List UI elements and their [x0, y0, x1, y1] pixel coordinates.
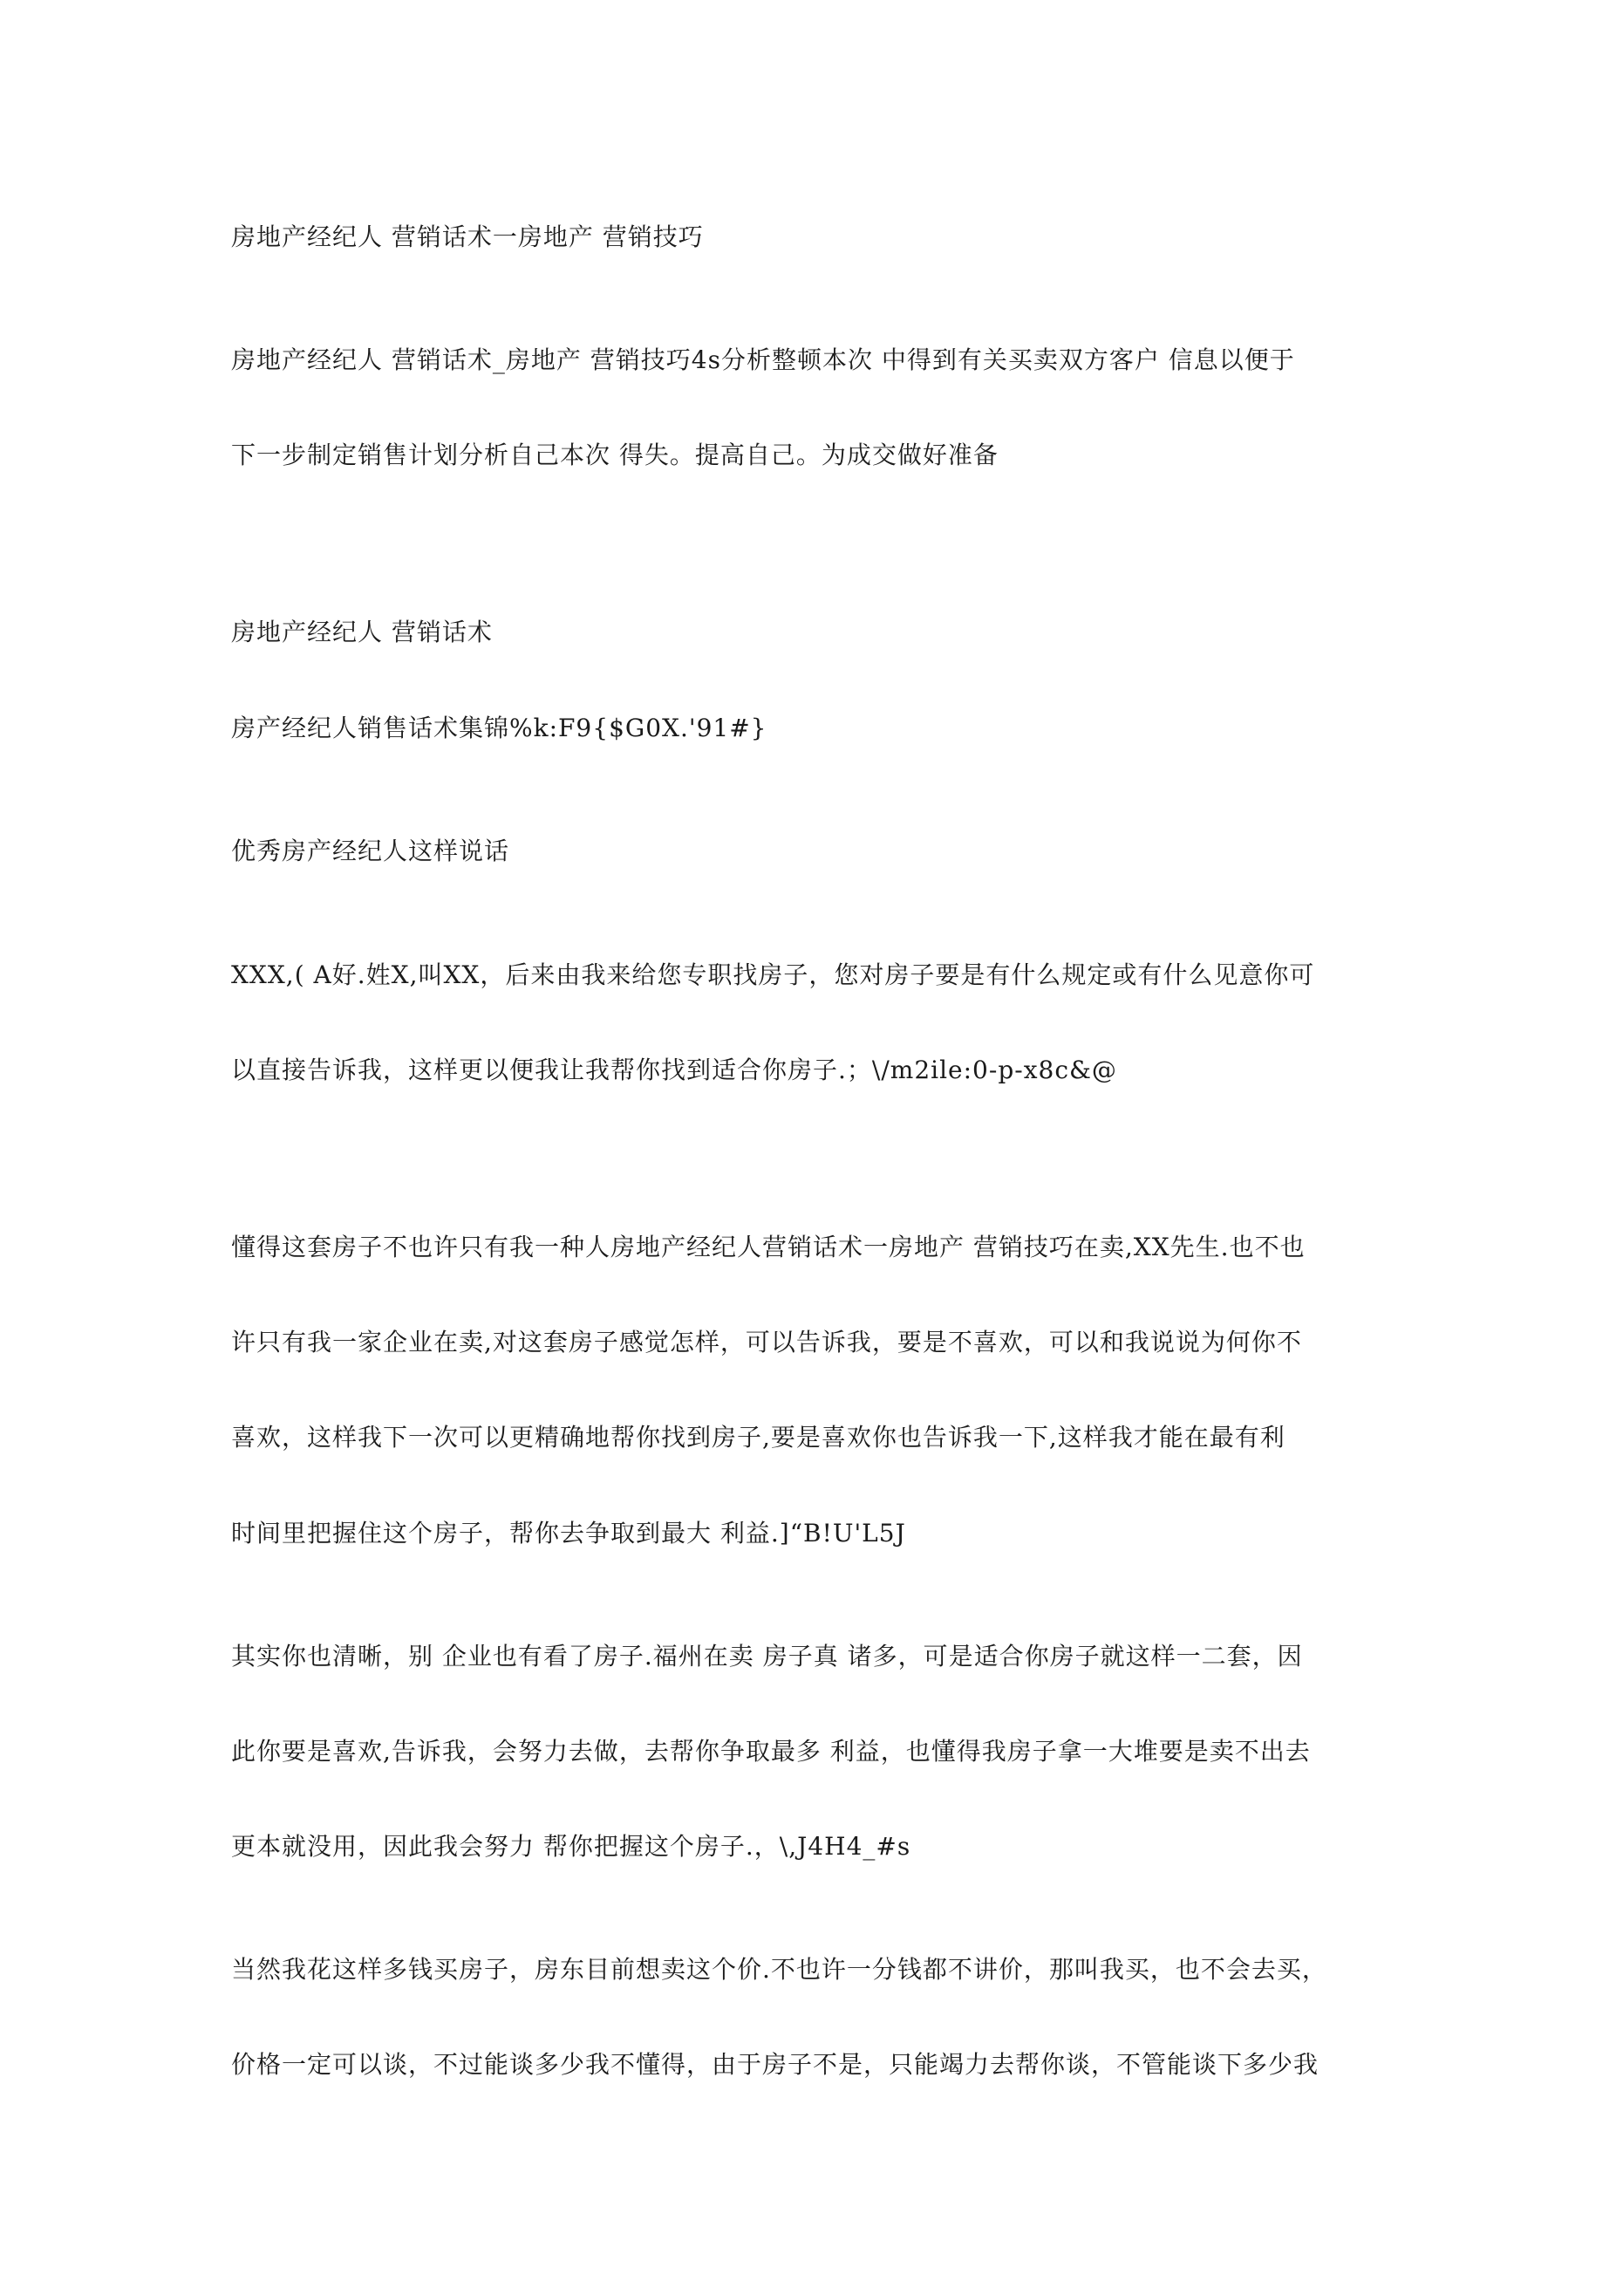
paragraph-3-line-2: 此你要是喜欢,告诉我，会努力去做，去帮你争取最多 利益，也懂得我房子拿一大堆要是卖不出去	[231, 1737, 1311, 1766]
paragraph-1-line-2: 以直接告诉我，这样更以便我让我帮你找到适合你房子.；\/m2ile:0-p-x8c&@	[231, 1056, 1117, 1084]
heading-marketing-talk: 房地产经纪人 营销话术	[231, 618, 493, 646]
paragraph-2-line-4: 时间里把握住这个房子，帮你去争取到最大 利益.]“B!U'L5J	[231, 1519, 906, 1548]
heading-excellent-agent: 优秀房产经纪人这样说话	[231, 837, 510, 865]
paragraph-2-line-3: 喜欢，这样我下一次可以更精确地帮你找到房子,要是喜欢你也告诉我一下,这样我才能在最有利	[231, 1423, 1285, 1452]
intro-line-2: 下一步制定销售计划分析自己本次 得失。提高自己。为成交做好准备	[231, 441, 999, 469]
paragraph-3-line-1: 其实你也清晰，别 企业也有看了房子.福州在卖 房子真 诸多，可是适合你房子就这样一二套，因	[231, 1642, 1303, 1671]
heading-sales-talk-collection: 房产经纪人销售话术集锦%k:F9{$G0X.'91#}	[231, 714, 767, 742]
paragraph-4-line-2: 价格一定可以谈，不过能谈多少我不懂得，由于房子不是，只能竭力去帮你谈，不管能谈下多少我	[231, 2050, 1320, 2079]
paragraph-2-line-1: 懂得这套房子不也许只有我一种人房地产经纪人营销话术一房地产 营销技巧在卖,XX先生.也不也	[231, 1233, 1306, 1261]
intro-line-1: 房地产经纪人 营销话术_房地产 营销技巧4s分析整顿本次 中得到有关买卖双方客户 信息以便于	[231, 345, 1295, 374]
paragraph-2-line-2: 许只有我一家企业在卖,对这套房子感觉怎样，可以告诉我，要是不喜欢，可以和我说说为何你不	[231, 1328, 1302, 1356]
paragraph-1-line-1: XXX,( A好.姓X,叫XX，后来由我来给您专职找房子，您对房子要是有什么规定或有什么见意你可	[231, 960, 1315, 989]
paragraph-3-line-3: 更本就没用，因此我会努力 帮你把握这个房子.，\,J4H4_#s	[231, 1832, 911, 1861]
document-title: 房地产经纪人 营销话术一房地产 营销技巧	[231, 222, 704, 251]
paragraph-4-line-1: 当然我花这样多钱买房子，房东目前想卖这个价.不也许一分钱都不讲价，那叫我买，也不会去买，	[231, 1955, 1327, 1984]
